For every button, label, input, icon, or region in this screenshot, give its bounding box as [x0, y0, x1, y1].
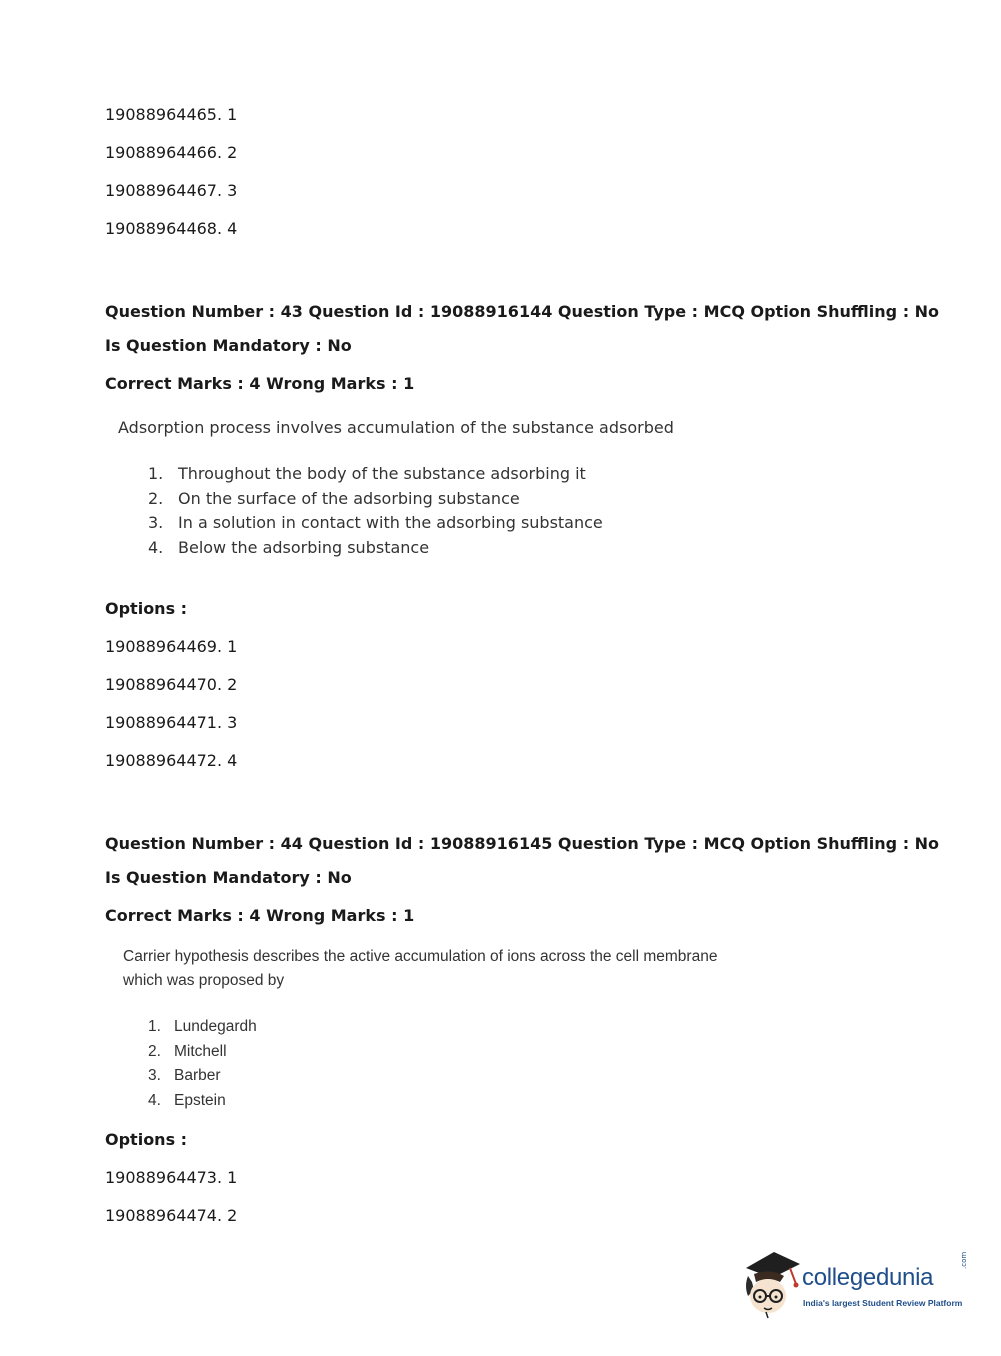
- answer-choice: 4. Epstein: [148, 1091, 226, 1109]
- question-text: which was proposed by: [123, 972, 285, 989]
- option-id-line: 19088964474. 2: [105, 1206, 238, 1225]
- answer-choice: 1. Lundegardh: [148, 1018, 257, 1035]
- answer-choice: 2. On the surface of the adsorbing substance: [148, 488, 520, 508]
- option-id-line: 19088964468. 4: [105, 219, 238, 238]
- options-label: Options :: [105, 599, 188, 618]
- option-id-line: 19088964465. 1: [105, 105, 238, 124]
- option-id-line: 19088964471. 3: [105, 713, 238, 732]
- logo-dotcom: .com: [960, 1251, 968, 1269]
- answer-choice: 2. Mitchell: [148, 1042, 227, 1060]
- option-id-line: 19088964469. 1: [105, 637, 238, 656]
- question-marks: Correct Marks : 4 Wrong Marks : 1: [105, 906, 415, 925]
- option-id-line: 19088964467. 3: [105, 181, 238, 200]
- answer-choices: [148, 1015, 257, 1113]
- answer-choice: 4. Below the adsorbing substance: [148, 537, 430, 557]
- question-mandatory: Is Question Mandatory : No: [105, 336, 352, 355]
- answer-choice: 3. In a solution in contact with the adsorbing substance: [148, 513, 603, 532]
- collegedunia-logo: [740, 1246, 970, 1320]
- mascot-icon: [740, 1246, 802, 1320]
- question-text: Carrier hypothesis describes the active accumulation of ions across the cell membrane: [123, 948, 718, 965]
- question-header: Question Number : 44 Question Id : 19088916145 Question Type : MCQ Option Shuffling : No: [105, 834, 940, 853]
- answer-choice: 1. Throughout the body of the substance adsorbing it: [148, 464, 586, 483]
- answer-choice: 3. Barber: [148, 1067, 221, 1084]
- answer-choices: [148, 462, 603, 560]
- question-marks: Correct Marks : 4 Wrong Marks : 1: [105, 374, 415, 393]
- option-id-line: 19088964473. 1: [105, 1168, 238, 1187]
- logo-name: collegedunia: [802, 1264, 934, 1291]
- question-mandatory: Is Question Mandatory : No: [105, 868, 352, 887]
- question-header: Question Number : 43 Question Id : 19088916144 Question Type : MCQ Option Shuffling : No: [105, 302, 940, 321]
- option-id-line: 19088964466. 2: [105, 143, 238, 162]
- option-id-line: 19088964472. 4: [105, 751, 238, 770]
- question-text: Adsorption process involves accumulation of the substance adsorbed: [118, 418, 674, 437]
- logo-tagline: India's largest Student Review Platform: [803, 1298, 963, 1308]
- options-label: Options :: [105, 1130, 188, 1149]
- option-id-line: 19088964470. 2: [105, 675, 238, 694]
